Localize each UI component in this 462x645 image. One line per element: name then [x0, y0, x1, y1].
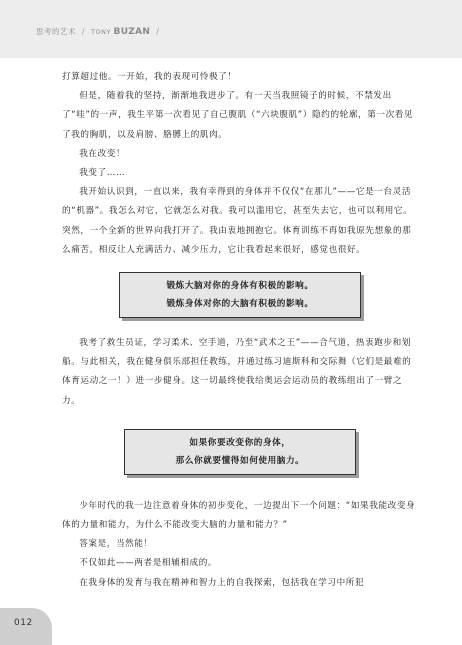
paragraph: 我在改变！	[79, 148, 126, 159]
paragraph: 少年时代的我一边注意着身体的初步变化，一边提出下一个问题：“如果我能改变身体的力量和能力，为什么不能改变大脑的力量和能力？”	[62, 500, 416, 531]
header-title	[36, 26, 165, 37]
paragraph: 我开始认识到，一直以来，我有幸得到的身体并不仅仅“在那儿”——它是一台灵活的“机器”。我怎么对它，它就怎么对我。我可以滥用它，甚至失去它，也可以利用它。突然，一个全新的世界向我打开了。我由衷地拥抱它。体育训练不再如我原先想象的那么痛苦，相反让人充满活力、减少压力，它让我看起来很好，感觉也很好。	[62, 187, 413, 255]
header-separator-trailing: /	[156, 27, 160, 36]
author-name: TONY BUZAN	[91, 27, 151, 37]
callout-line: 如果你要改变你的身体，	[189, 437, 291, 448]
paragraph: 答案是，当然能！	[79, 539, 153, 550]
paragraph: 我变了……	[79, 168, 126, 179]
paragraph: 但是，随着我的坚持，渐渐地我进步了。有一天当我照镜子的时候，不禁发出了“哇”的一声，我生平第一次看见了自己腹肌（“六块腹肌”）隐约的轮廓，第一次看见了我的胸肌，以及肩膀、胳膊上的肌肉。	[62, 91, 414, 140]
callout-box	[119, 272, 361, 318]
callout-line: 那么你就要懂得如何使用脑力。	[175, 455, 305, 466]
book-title: 思考的艺术	[36, 27, 76, 36]
paragraph: 在我身体的发育与我在精神和智力上的自我探索，包括我在学习中所犯	[79, 577, 365, 588]
callout-box	[124, 429, 356, 475]
paragraph: 打算超过他。一开始，我的表现可怜极了！	[62, 72, 237, 82]
page-body	[62, 68, 418, 593]
page-number: 012	[14, 618, 33, 628]
page-number-tab	[0, 608, 52, 645]
paragraph: 不仅如此——两者是相辅相成的。	[79, 558, 218, 569]
callout-line: 锻炼身体对你的大脑有积极的影响。	[166, 299, 314, 310]
header-separator: /	[82, 27, 86, 36]
running-header	[0, 0, 462, 58]
callout-line: 锻炼大脑对你的身体有积极的影响。	[166, 281, 314, 292]
paragraph: 我考了救生员证，学习柔术、空手道，乃至“武术之王”——合气道，热衷跑步和划船。与此相关，我在健身俱乐部担任教练，并通过练习迪斯科和交际舞（它们是最难的体育运动之一！）进一步健身。这一切最终使我给奥运会运动员的教练组出了一臂之力。	[62, 338, 412, 406]
